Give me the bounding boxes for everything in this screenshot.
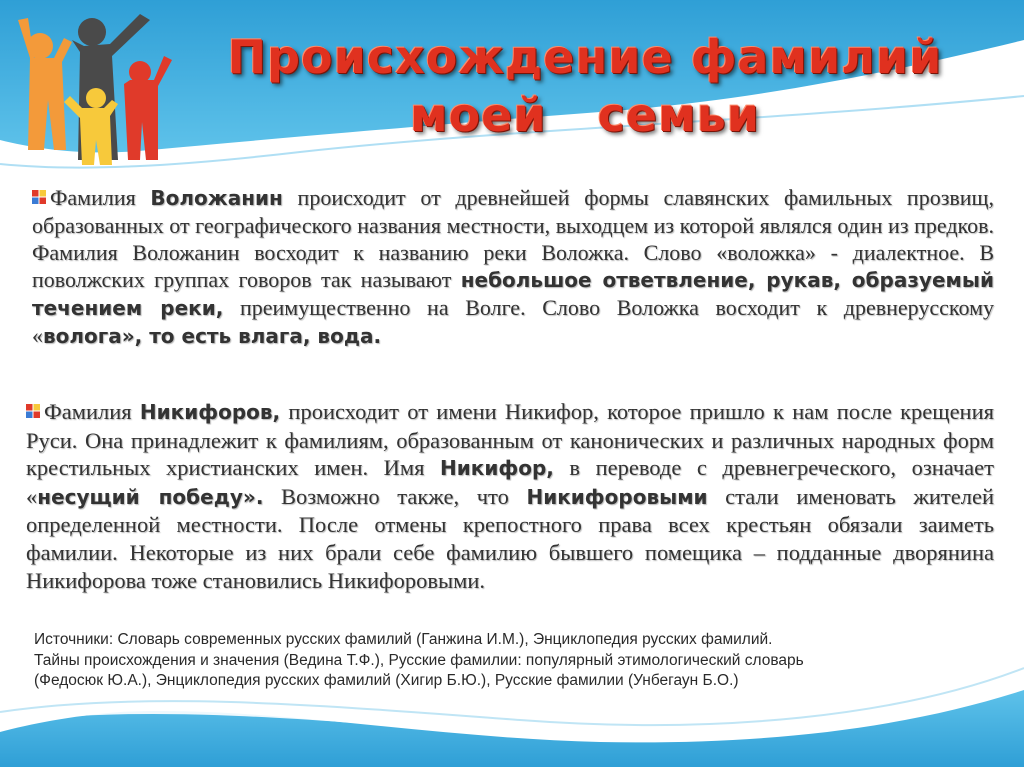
sources-line-3: (Федосюк Ю.А.), Энциклопедия русских фамилий (Хигир Б.Ю.), Русские фамилии (Унбегаун Б.О.) — [34, 672, 739, 689]
bullet-diamond-icon — [26, 404, 40, 418]
title-line-1: Происхождение фамилий — [227, 30, 943, 84]
p2-text-4: Возможно также, что — [263, 483, 527, 509]
paragraph-volozhanin — [32, 184, 994, 350]
p2-bold-name: Никифор, — [440, 456, 554, 481]
title-line-2: моей семьи — [409, 88, 761, 142]
paragraph-nikiforov — [26, 398, 994, 594]
p1-text-2: происходит от древнейшей формы славянских фамильных прозвищ, образованных от географического названия местности, выходцем из которой являлся один из предков. Фамилия Воложанин восходит к названию реки Воложка. Слово «воложка» - диалектное. В поволжских группах говоров так называют — [32, 185, 994, 292]
p1-text-1: Фамилия — [50, 185, 151, 210]
p1-bold-definition: небольшое ответвление, рукав, образуемый течением реки, — [32, 268, 994, 320]
family-logo-icon — [0, 0, 180, 180]
p2-text-5: стали именовать жителей определенной местности. После отмены крепостного права всех крестьян обязали заиметь фамилии. Некоторые из них брали себе фамилию бывшего помещика – подданные дворянина Никифорова тоже становились Никифоровыми. — [26, 483, 994, 593]
p2-text-1: Фамилия — [44, 399, 140, 424]
p2-bold-victory: несущий победу». — [37, 484, 264, 509]
bullet-diamond-icon — [32, 190, 46, 204]
p1-bold-surname: Воложанин — [150, 186, 283, 210]
p2-text-2: происходит от имени Никифор, которое пришло к нам после крещения Руси. Она принадлежит к фамилиям, образованным от канонических и различных народных форм крестильных христианских имен. Имя — [26, 399, 994, 481]
sources-line-2: Тайны происхождения и значения (Ведина Т.Ф.), Русские фамилии: популярный этимологический словарь — [34, 651, 804, 669]
p2-text-3: в переводе с древнегреческого, означает « — [26, 455, 994, 509]
page-title — [175, 28, 995, 144]
sources-line-1: Источники: Словарь современных русских фамилий (Ганжина И.М.), Энциклопедия русских фамилий. — [34, 631, 773, 648]
p2-bold-surname: Никифоров, — [139, 400, 281, 424]
p1-bold-vologa: волога», то есть влага, вода. — [43, 324, 382, 348]
p2-bold-plural: Никифоровыми — [526, 484, 708, 509]
p1-text-3: преимущественно на Волге. Слово Воложка восходит к древнерусскому « — [32, 295, 994, 348]
sources-block — [34, 630, 974, 692]
